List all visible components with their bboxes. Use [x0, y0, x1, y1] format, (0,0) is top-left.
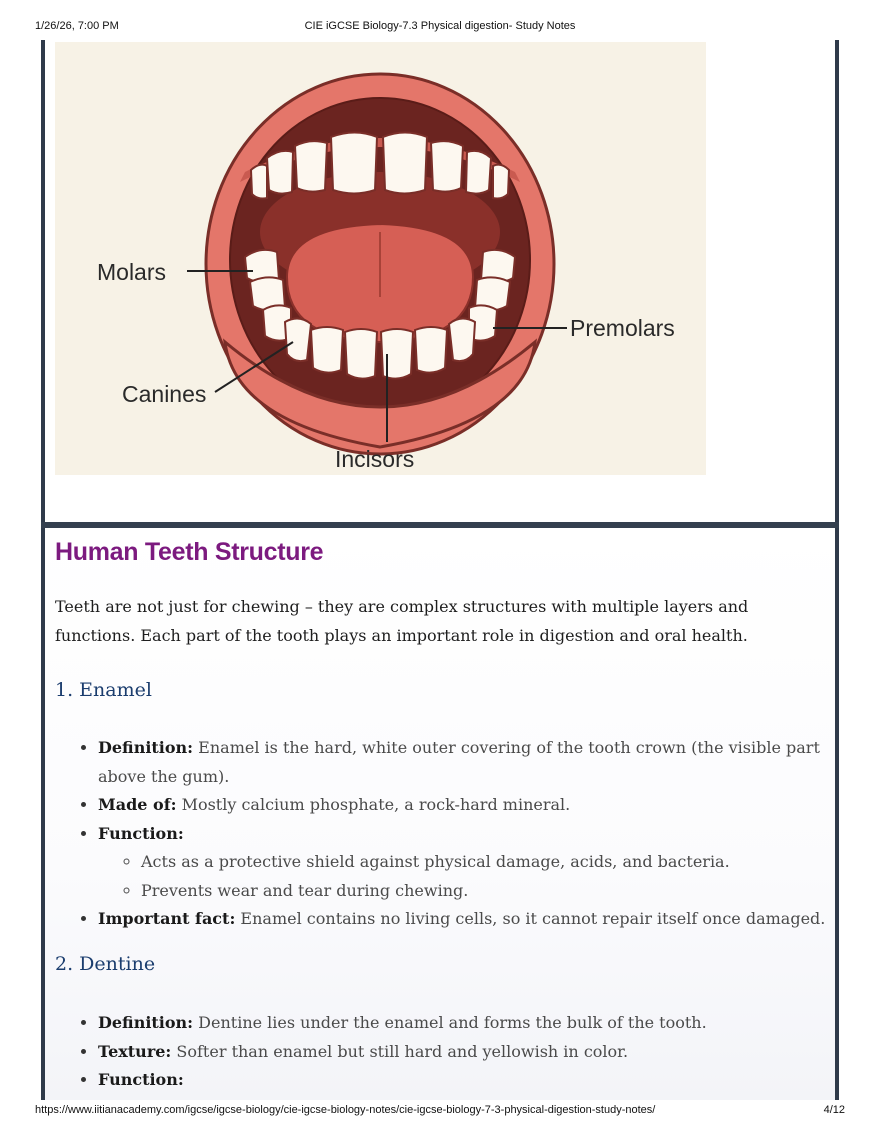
frame-right-border: [835, 40, 839, 1100]
section-title: Human Teeth Structure: [55, 538, 324, 566]
function-label: Function:: [98, 1070, 184, 1089]
lower-canine-1: [285, 318, 311, 361]
label-canines: Canines: [122, 381, 207, 407]
list-item: [98, 1066, 858, 1095]
upper-canine-2: [466, 151, 491, 194]
lower-incisor-3: [381, 329, 413, 379]
fact-text: Enamel contains no living cells, so it cannot repair itself once damaged.: [235, 909, 826, 928]
teeth-diagram: [55, 42, 706, 475]
label-incisors: Incisors: [335, 446, 415, 472]
definition-text: Enamel is the hard, white outer covering of the tooth crown (the visible part above the gum).: [98, 738, 820, 786]
list-item: [98, 905, 858, 934]
list-item: ◦ Acts as a protective shield against physical damage, acids, and bacteria.: [141, 848, 858, 877]
texture-label: Texture:: [98, 1041, 172, 1061]
made-of-label: Made of:: [98, 795, 177, 814]
dentine-heading: 2. Dentine: [55, 953, 156, 975]
page-number: 4/12: [823, 1104, 845, 1116]
dentine-list: [55, 1009, 858, 1095]
print-date: 1/26/26, 7:00 PM: [35, 20, 119, 32]
upper-canine-1: [267, 151, 293, 194]
function-label: Function:: [98, 823, 184, 843]
list-item: [98, 1038, 858, 1067]
lower-incisor-2: [345, 329, 377, 379]
page-url: https://www.iitianacademy.com/igcse/igcse-biology/cie-igcse-biology-notes/cie-igcse-biology-7-3-physical-digestion-study-notes/: [35, 1104, 656, 1116]
upper-incisor-2: [383, 133, 427, 194]
texture-text: Softer than enamel but still hard and yellowish in color.: [171, 1041, 629, 1061]
list-item: ◦ Prevents wear and tear during chewing.: [141, 877, 858, 906]
upper-incisor-4: [431, 141, 463, 192]
enamel-list: [55, 734, 858, 934]
print-header: [0, 20, 880, 36]
definition-label: Definition:: [98, 738, 194, 757]
print-title: CIE iGCSE Biology-7.3 Physical digestion- Study Notes: [304, 20, 576, 32]
mouth-illustration: [55, 42, 706, 475]
list-item: [98, 734, 858, 791]
definition-label: Definition:: [98, 1013, 194, 1032]
lower-incisor-1: [311, 327, 343, 373]
lower-canine-2: [449, 318, 475, 361]
enamel-heading: 1. Enamel: [55, 679, 152, 701]
definition-text: Dentine lies under the enamel and forms the bulk of the tooth.: [193, 1013, 707, 1032]
intro-paragraph: Teeth are not just for chewing – they are complex structures with multiple layers and functions. Each part of the tooth plays an important role in digestion and oral health.: [55, 597, 749, 645]
label-premolars: Premolars: [570, 315, 675, 341]
list-item: [98, 1009, 858, 1038]
upper-premolar-1: [251, 165, 267, 199]
upper-incisor-3: [295, 141, 327, 192]
upper-premolar-2: [493, 165, 509, 199]
fact-label: Important fact:: [98, 909, 236, 928]
print-footer: [0, 1104, 880, 1120]
made-of-text: Mostly calcium phosphate, a rock-hard mineral.: [176, 795, 571, 814]
list-item: [98, 791, 858, 820]
upper-incisor-1: [331, 133, 377, 194]
label-molars: Molars: [97, 259, 167, 285]
list-item: [98, 820, 858, 906]
lower-incisor-4: [415, 327, 447, 373]
function-sublist: [98, 848, 858, 905]
